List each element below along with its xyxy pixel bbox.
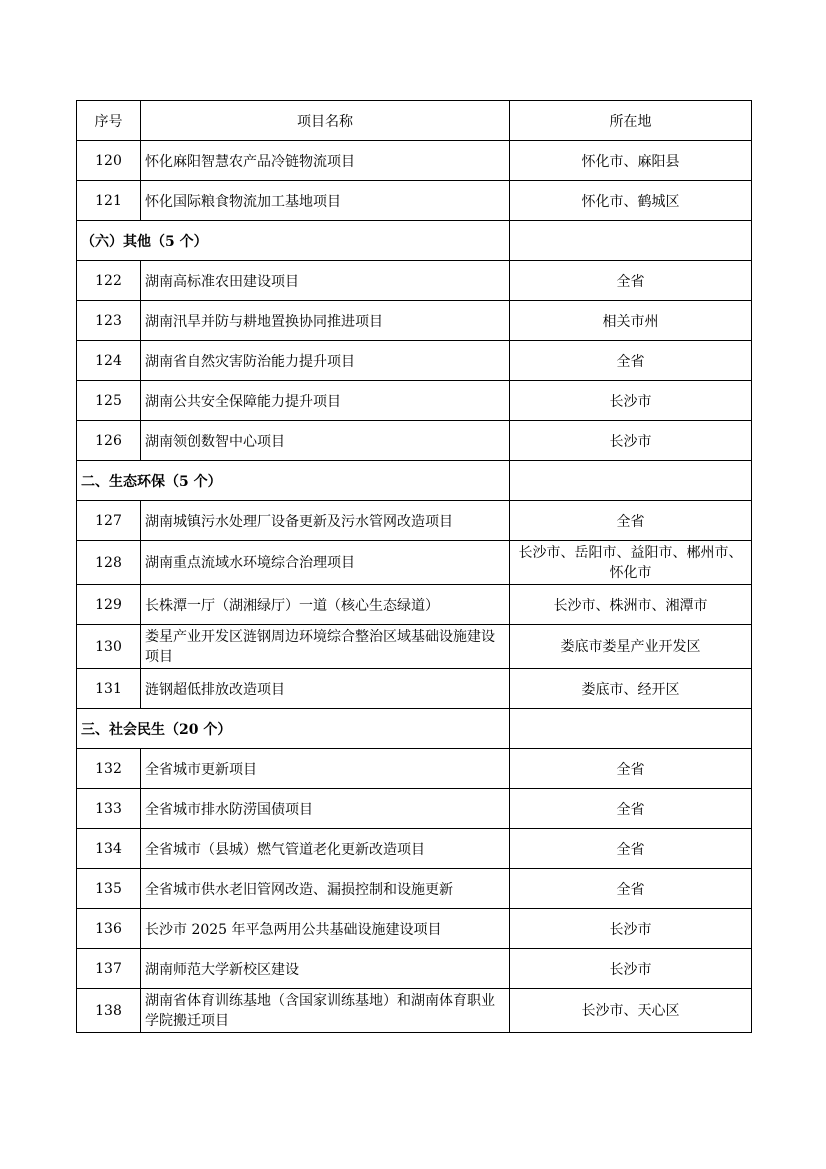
cell-name: 湖南省自然灾害防治能力提升项目 bbox=[141, 341, 510, 381]
cell-name: 全省城市供水老旧管网改造、漏损控制和设施更新 bbox=[141, 869, 510, 909]
cell-name: 湖南师范大学新校区建设 bbox=[141, 949, 510, 989]
table-row bbox=[77, 261, 752, 301]
cell-location: 相关市州 bbox=[510, 301, 752, 341]
section-empty-cell bbox=[510, 461, 752, 501]
cell-no: 125 bbox=[77, 381, 141, 421]
cell-location: 长沙市、天心区 bbox=[510, 989, 752, 1033]
cell-location: 娄底市娄星产业开发区 bbox=[510, 625, 752, 669]
cell-location: 全省 bbox=[510, 749, 752, 789]
cell-location: 怀化市、麻阳县 bbox=[510, 141, 752, 181]
section-title: （六）其他（5 个） bbox=[77, 221, 510, 261]
section-row bbox=[77, 461, 752, 501]
project-table bbox=[76, 100, 752, 1033]
cell-name: 怀化国际粮食物流加工基地项目 bbox=[141, 181, 510, 221]
cell-no: 138 bbox=[77, 989, 141, 1033]
table-row bbox=[77, 141, 752, 181]
table-row bbox=[77, 181, 752, 221]
cell-no: 137 bbox=[77, 949, 141, 989]
cell-no: 134 bbox=[77, 829, 141, 869]
table-row bbox=[77, 341, 752, 381]
table-row bbox=[77, 421, 752, 461]
cell-name: 长沙市 2025 年平急两用公共基础设施建设项目 bbox=[141, 909, 510, 949]
cell-name: 涟钢超低排放改造项目 bbox=[141, 669, 510, 709]
cell-name: 湖南领创数智中心项目 bbox=[141, 421, 510, 461]
cell-name: 湖南城镇污水处理厂设备更新及污水管网改造项目 bbox=[141, 501, 510, 541]
cell-no: 128 bbox=[77, 541, 141, 585]
cell-name: 长株潭一厅（湖湘绿厅）一道（核心生态绿道） bbox=[141, 585, 510, 625]
table-body bbox=[77, 141, 752, 1033]
cell-name: 全省城市更新项目 bbox=[141, 749, 510, 789]
cell-location: 全省 bbox=[510, 869, 752, 909]
header-name: 项目名称 bbox=[141, 101, 510, 141]
cell-no: 133 bbox=[77, 789, 141, 829]
table-header-row bbox=[77, 101, 752, 141]
cell-location: 全省 bbox=[510, 829, 752, 869]
section-row bbox=[77, 709, 752, 749]
cell-no: 129 bbox=[77, 585, 141, 625]
cell-name: 湖南高标准农田建设项目 bbox=[141, 261, 510, 301]
section-empty-cell bbox=[510, 221, 752, 261]
cell-no: 136 bbox=[77, 909, 141, 949]
table-row bbox=[77, 301, 752, 341]
cell-no: 120 bbox=[77, 141, 141, 181]
cell-no: 131 bbox=[77, 669, 141, 709]
cell-location: 长沙市、株洲市、湘潭市 bbox=[510, 585, 752, 625]
header-location: 所在地 bbox=[510, 101, 752, 141]
cell-name: 怀化麻阳智慧农产品冷链物流项目 bbox=[141, 141, 510, 181]
table-row bbox=[77, 541, 752, 585]
table-row bbox=[77, 381, 752, 421]
cell-no: 132 bbox=[77, 749, 141, 789]
cell-no: 127 bbox=[77, 501, 141, 541]
cell-location: 全省 bbox=[510, 341, 752, 381]
section-title: 二、生态环保（5 个） bbox=[77, 461, 510, 501]
section-row bbox=[77, 221, 752, 261]
cell-no: 130 bbox=[77, 625, 141, 669]
cell-no: 122 bbox=[77, 261, 141, 301]
cell-no: 126 bbox=[77, 421, 141, 461]
cell-name: 湖南汛旱并防与耕地置换协同推进项目 bbox=[141, 301, 510, 341]
section-title: 三、社会民生（20 个） bbox=[77, 709, 510, 749]
cell-location: 长沙市 bbox=[510, 421, 752, 461]
cell-location: 长沙市、岳阳市、益阳市、郴州市、怀化市 bbox=[510, 541, 752, 585]
header-no: 序号 bbox=[77, 101, 141, 141]
cell-name: 娄星产业开发区涟钢周边环境综合整治区域基础设施建设项目 bbox=[141, 625, 510, 669]
table-row bbox=[77, 829, 752, 869]
table-row bbox=[77, 669, 752, 709]
cell-location: 长沙市 bbox=[510, 909, 752, 949]
table-row bbox=[77, 949, 752, 989]
cell-no: 135 bbox=[77, 869, 141, 909]
cell-name: 湖南省体育训练基地（含国家训练基地）和湖南体育职业学院搬迁项目 bbox=[141, 989, 510, 1033]
cell-name: 全省城市（县城）燃气管道老化更新改造项目 bbox=[141, 829, 510, 869]
cell-location: 长沙市 bbox=[510, 949, 752, 989]
cell-location: 全省 bbox=[510, 501, 752, 541]
cell-location: 娄底市、经开区 bbox=[510, 669, 752, 709]
table-row bbox=[77, 789, 752, 829]
cell-name: 全省城市排水防涝国债项目 bbox=[141, 789, 510, 829]
section-empty-cell bbox=[510, 709, 752, 749]
cell-no: 124 bbox=[77, 341, 141, 381]
table-row bbox=[77, 749, 752, 789]
cell-location: 怀化市、鹤城区 bbox=[510, 181, 752, 221]
table-row bbox=[77, 909, 752, 949]
table-row bbox=[77, 869, 752, 909]
cell-no: 121 bbox=[77, 181, 141, 221]
cell-location: 全省 bbox=[510, 261, 752, 301]
cell-no: 123 bbox=[77, 301, 141, 341]
cell-location: 全省 bbox=[510, 789, 752, 829]
cell-name: 湖南重点流域水环境综合治理项目 bbox=[141, 541, 510, 585]
table-row bbox=[77, 501, 752, 541]
cell-name: 湖南公共安全保障能力提升项目 bbox=[141, 381, 510, 421]
cell-location: 长沙市 bbox=[510, 381, 752, 421]
table-row bbox=[77, 585, 752, 625]
table-row bbox=[77, 989, 752, 1033]
table-row bbox=[77, 625, 752, 669]
